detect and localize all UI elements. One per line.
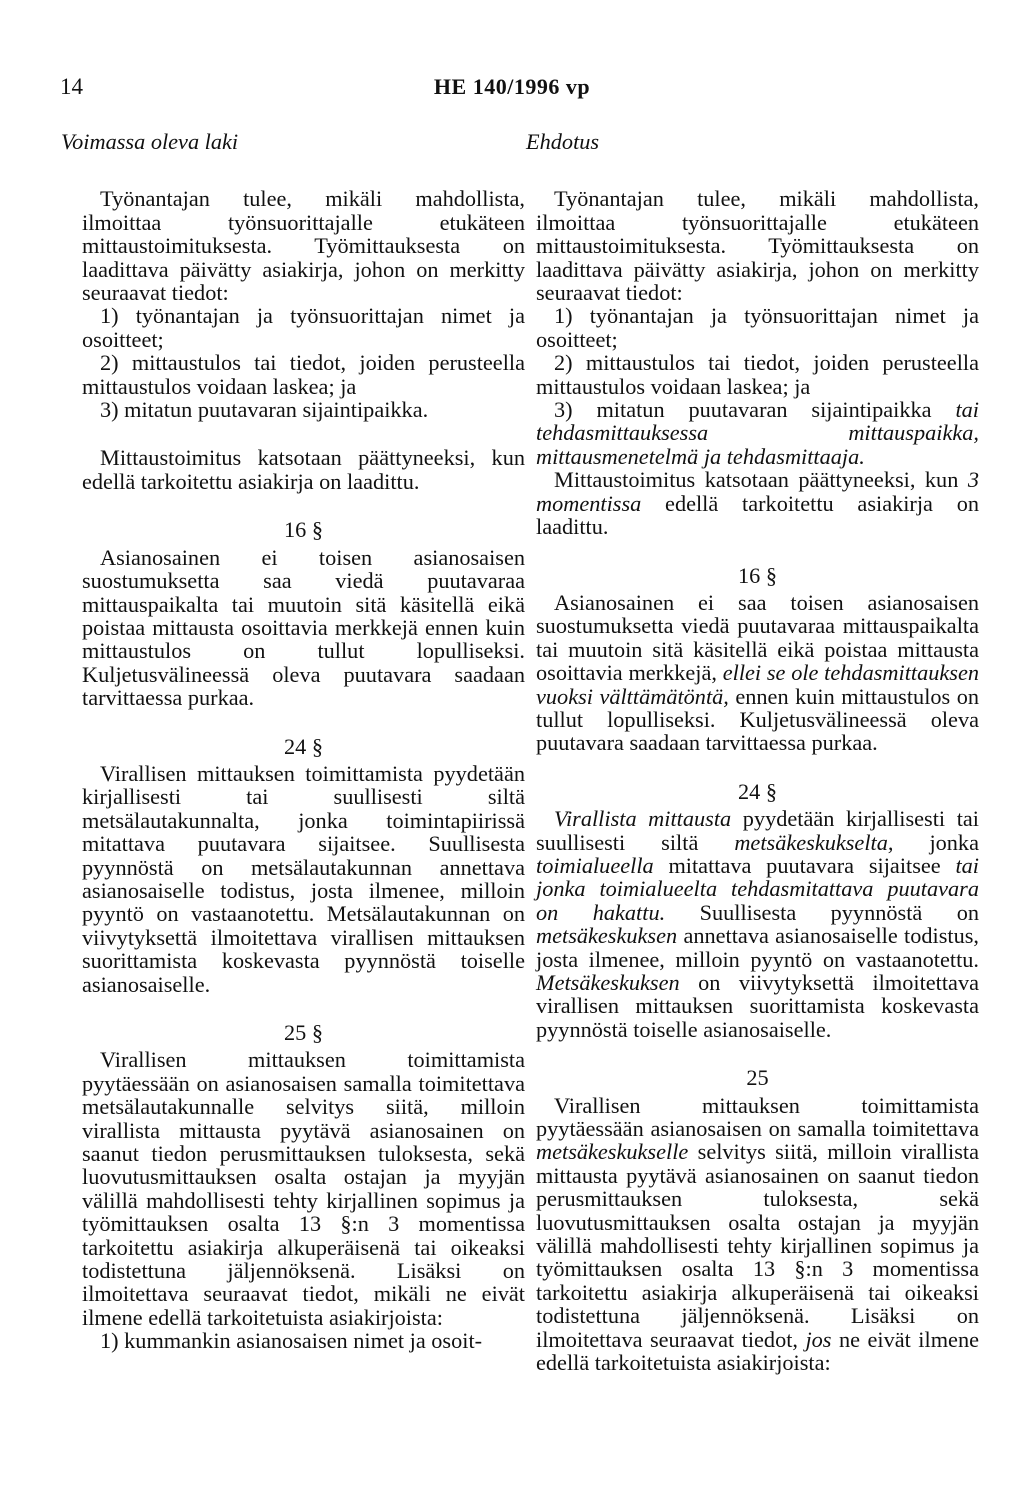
paragraph <box>536 591 979 755</box>
section-25-proposal <box>536 1066 979 1374</box>
list-item: 1) työnantajan ja työnsuorittajan nimet ja osoitteet; <box>536 303 979 352</box>
amended-text: metsäkeskukselta, <box>734 829 894 855</box>
text-run: jonka <box>893 829 979 855</box>
section-24-proposal <box>536 780 979 1041</box>
paragraph: Työnantajan tulee, mikäli mahdollista, ilmoittaa työnsuorittajalle etukäteen mittaustoimituksesta. Työmittauksesta on laadittava päivätty asiakirja, johon on merkitty seuraavat tiedot: <box>536 186 979 306</box>
section-title: 25 § <box>283 1020 324 1045</box>
text-run: edellä tarkoitettu asiakirja on laadittu. <box>536 490 979 540</box>
section-title: 25 <box>746 1065 769 1091</box>
section-13-current <box>82 187 525 421</box>
amended-text: 3 momentissa <box>536 467 979 516</box>
amended-text: Virallista mittausta <box>554 806 732 832</box>
amended-text: jos <box>805 1326 832 1352</box>
section-25-current <box>82 1021 525 1353</box>
current-law-column <box>61 129 525 1378</box>
paragraph: Työnantajan tulee, mikäli mahdollista, ilmoittaa työnsuorittajalle etukäteen mittaustoimituksesta. Työmittauksesta on laadittava päivätty asiakirja, johon on merkitty seuraavat tiedot: <box>82 186 525 306</box>
text-run: on viivytyksettä ilmoitettava virallisen mittauksen suorittamista koskevasta pyynnöstä toiselle asianosaiselle. <box>536 970 979 1042</box>
text-run: Mittaustoimitus katsotaan päättyneeksi, kun <box>554 467 968 493</box>
text-run: Virallisen mittauksen toimittamista pyytäessään asianosaisen on samalla toimitettava <box>536 1092 979 1142</box>
paragraph: Asianosainen ei toisen asianosaisen suostumuksetta saa viedä puutavaraa mittauspaikalta tai muutoin sitä käsitellä eikä poistaa mittausta osoittavia merkkejä ennen kuin mittaustulos on tullut lopulliseksi. Kuljetusvälineessä oleva puutavara saadaan tarvittaessa purkaa. <box>82 544 525 711</box>
paragraph: Virallisen mittauksen toimittamista pyytäessään on asianosaisen samalla toimitettava metsälautakunnalle selvitys siitä, milloin virallista mittausta pyytävä asianosainen on saanut tiedon perusmittauksen tuloksesta, sekä luovutusmittauksen osalta ostajan ja myyjän välillä mahdollisesti tehty kirjallinen sopimus ja työmittauksen osalta 13 §:n 3 momentissa tarkoitettu asiakirja alkuperäisenä tai oikeaksi todistettuna jäljennöksenä. Lisäksi on ilmoitettava seuraavat tiedot, mikäli ne eivät ilmene edellä tarkoitetuista asiakirjoista: <box>82 1047 525 1330</box>
page-number: 14 <box>60 74 83 99</box>
text-run: annettava asianosaiselle todistus, josta ilmenee, milloin pyyntö on vastaanotettu. <box>536 923 979 972</box>
section-title: 16 § <box>283 517 324 543</box>
amended-text: toimialueella <box>536 852 654 878</box>
amended-text: metsäkeskuksen <box>536 923 678 949</box>
text-run: 3) mitatun puutavaran sijaintipaikka <box>554 397 956 423</box>
proposal-column <box>526 129 979 1400</box>
amended-text: metsäkeskukselle <box>536 1139 689 1165</box>
amended-text: Metsäkeskuksen <box>536 970 680 995</box>
section-13-proposal <box>536 187 979 538</box>
amended-text: ellei se ole tehdasmittauksen vuoksi välttämätöntä, <box>536 660 979 709</box>
paragraph: Mittaustoimitus katsotaan päättyneeksi, kun edellä tarkoitettu asiakirja on laadittu. <box>82 445 525 494</box>
text-run: ennen kuin mittaustulos on tullut lopulliseksi. Kuljetusvälineessä oleva puutavara saadaan tarvittaessa purkaa. <box>536 683 979 756</box>
paragraph <box>536 468 979 538</box>
document-id: HE 140/1996 vp <box>433 74 591 99</box>
text-run: pyydetään kirjallisesti tai suullisesti siltä <box>536 806 979 855</box>
paragraph: Virallisen mittauksen toimittamista pyydetään kirjallisesti tai suullisesti siltä metsälautakunnalta, jonka toimintapiirissä mitattava puutavara sijaitsee. Suullisesta pyynnöstä on metsälautakunnan annettava asianosaiselle todistus, josta ilmenee, milloin pyyntö on vastaanotettu. Metsälautakunnan on viivytyksettä ilmoitettava virallisen mittauksen suorittamista koskevasta pyynnöstä toiselle asianosaiselle. <box>82 760 525 997</box>
list-item: 1) kummankin asianosaisen nimet ja osoit- <box>100 1328 483 1354</box>
text-run: Asianosainen ei saa toisen asianosaisen suostumuksetta viedä puutavaraa mittauspaikalta tai muutoin sitä käsitellä eikä poistaa mittausta osoittavia merkkejä, <box>536 589 979 686</box>
text-run: ne eivät ilmene edellä tarkoitetuista asiakirjoista: <box>536 1326 979 1376</box>
text-run: selvitys siitä, milloin virallista mittausta pyytävä asianosainen on saanut tiedon perusmittauksen tuloksesta, sekä luovutusmittauksen osalta ostajan ja myyjän välillä mahdollisesti tehty kirjallinen sopimus ja työmittauksen osalta 13 §:n 3 momentissa tarkoitettu asiakirja alkuperäisenä tai oikeaksi todistettuna jäljennöksenä. Lisäksi on ilmoitettava seuraavat tiedot, <box>536 1139 979 1352</box>
column-heading-current-law: Voimassa oleva laki <box>61 129 239 154</box>
list-item <box>536 398 979 468</box>
closing-paragraph-current <box>82 446 525 493</box>
section-title: 16 § <box>737 562 778 588</box>
list-item: 1) työnantajan ja työnsuorittajan nimet ja osoitteet; <box>82 303 525 352</box>
list-item: 3) mitatun puutavaran sijaintipaikka. <box>100 397 429 423</box>
list-item: 2) mittaustulos tai tiedot, joiden perusteella mittaustulos voidaan laskea; ja <box>82 350 525 399</box>
section-title: 24 § <box>737 778 778 804</box>
section-24-current <box>82 735 525 996</box>
paragraph <box>536 807 979 1041</box>
amended-text: tai jonka toimialueelta tehdasmitattava puutavara on hakattu. <box>536 852 979 925</box>
paragraph <box>536 1094 979 1375</box>
text-run: mitattava puutavara sijaitsee <box>653 852 956 878</box>
text-run: Suullisesta pyynnöstä on <box>665 899 979 925</box>
section-16-proposal <box>536 564 979 755</box>
section-16-current <box>82 518 525 709</box>
section-title: 24 § <box>283 733 324 759</box>
column-heading-proposal: Ehdotus <box>526 129 600 154</box>
amended-text: tai tehdasmittauksessa mittauspaikka, mittausmenetelmä ja tehdasmittaaja. <box>536 397 979 469</box>
list-item: 2) mittaustulos tai tiedot, joiden perusteella mittaustulos voidaan laskea; ja <box>536 350 979 399</box>
